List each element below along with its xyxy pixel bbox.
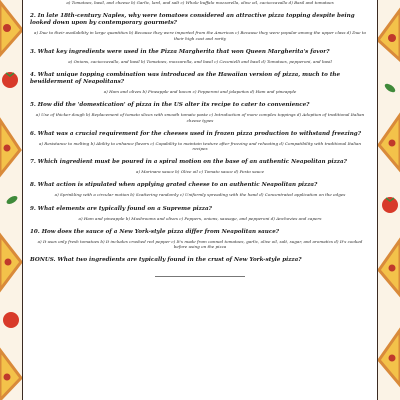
question-options: a) Ham and pineapple b) Mushrooms and olives c) Peppers, onions, sausage, and pepperoni d) Anchovies and capers xyxy=(78,215,322,221)
pizza-slice-icon xyxy=(379,240,400,295)
pizza-slice-icon xyxy=(0,120,20,175)
question-number: 3. xyxy=(30,48,36,55)
question-number: 5. xyxy=(30,101,36,108)
question-prompt: What action is stipulated when applying grated cheese to an authentic Neapolitan pizza? xyxy=(37,182,318,189)
question-number: 2. xyxy=(30,13,36,20)
question-options: a) Onions, cacioccavallo, and basil b) Tomatoes, mozzarella, and basil c) Cecenielli and basil d) Tomatoes, pepperoni, and basil xyxy=(68,58,332,64)
bonus-label: BONUS. xyxy=(30,257,56,264)
question-number: 8. xyxy=(30,182,36,189)
question-text xyxy=(30,159,370,166)
question-text xyxy=(30,102,370,109)
question-options: a) Sprinkling with a circular motion b) Scattering randomly c) Uniformly spreading with the hand d) Concentrated application on the edges xyxy=(54,192,346,198)
pizza-slice-icon xyxy=(379,115,400,170)
question-prompt: What was a crucial requirement for the cheeses used in frozen pizza production to withstand freezing? xyxy=(37,130,361,137)
answer-line xyxy=(155,276,245,277)
basil-leaf-icon xyxy=(383,82,396,94)
pizza-slice-icon xyxy=(378,10,400,60)
pizza-slice-icon xyxy=(379,330,400,385)
question-prompt: What unique topping combination was introduced as the Hawaiian version of pizza, much to the bewilderment of Neapolitans? xyxy=(30,71,341,85)
question-prompt: What key ingredients were used in the Pizza Margherita that won Queen Margherita's favor? xyxy=(37,48,330,55)
question-prompt: Which ingredient must be poured in a spiral motion on the base of an authentic Neapolitan pizza? xyxy=(37,159,347,166)
question-number: 9. xyxy=(30,205,36,212)
question-text xyxy=(30,229,370,236)
question-text xyxy=(30,182,370,189)
bonus-prompt: What two ingredients are typically found in the crust of New York-style pizza? xyxy=(57,257,302,264)
question-prompt: What elements are typically found on a Supreme pizza? xyxy=(37,205,212,212)
basil-leaf-icon xyxy=(5,194,18,205)
question-text xyxy=(30,131,370,138)
question-3 xyxy=(30,49,370,65)
question-options: a) Tomatoes, basil, and cheese b) Garlic, lard, and salt c) Whole buffalo mozzarella, olive oil, cacioccavallo d) Basil and tomatoes xyxy=(66,0,334,5)
question-options: a) Due to their availability in large quantities b) Because they were imported from the Americas c) Because they were popular among the upper class d) Due to their high cost and rarity xyxy=(34,30,366,41)
bonus-question xyxy=(30,257,370,277)
quiz-worksheet xyxy=(22,0,378,400)
bonus-question-text xyxy=(30,257,370,264)
question-9 xyxy=(30,206,370,222)
question-8 xyxy=(30,182,370,198)
question-number: 10. xyxy=(30,228,40,235)
question-prompt: How does the sauce of a New York-style pizza differ from Neapolitan sauce? xyxy=(41,228,280,235)
question-text xyxy=(30,49,370,56)
question-6 xyxy=(30,131,370,152)
question-text xyxy=(30,206,370,213)
question-2 xyxy=(30,13,370,41)
pizza-slice-icon xyxy=(0,235,21,290)
question-options: a) Use of thicker dough b) Replacement of tomato slices with smooth tomato paste c) Introduction of more complex toppings d) Adoption of traditional Italian cheese types xyxy=(35,111,365,123)
question-number: 7. xyxy=(30,159,36,166)
question-10 xyxy=(30,229,370,250)
question-options: a) Resistance to melting b) Ability to enhance flavors c) Capability to maintain texture after freezing and reheating d) Compatibility with traditional Italian recipes xyxy=(38,140,362,152)
tomato-icon xyxy=(382,197,398,213)
question-7 xyxy=(30,159,370,175)
pizza-slice-icon xyxy=(0,2,22,55)
question-5 xyxy=(30,102,370,123)
question-options: a) It uses only fresh tomatoes b) It includes crushed red pepper c) It's made from canned tomatoes, garlic, olive oil, salt, sugar, and aromatics d) It's cooked before using on the pizza xyxy=(37,238,363,250)
question-text xyxy=(30,72,370,86)
question-text xyxy=(30,13,370,27)
tomato-icon xyxy=(3,312,19,328)
question-4 xyxy=(30,72,370,95)
pizza-slice-icon xyxy=(0,350,21,400)
question-number: 6. xyxy=(30,130,36,137)
tomato-icon xyxy=(2,72,18,88)
question-1-fragment xyxy=(30,0,370,6)
question-number: 4. xyxy=(30,71,36,78)
question-options: a) Ham and olives b) Pineapple and bacon c) Pepperoni and jalapeños d) Ham and pineapple xyxy=(103,88,297,94)
question-prompt: In late 18th-century Naples, why were tomatoes considered an attractive pizza topping despite being looked down upon by contemporary gourmets? xyxy=(30,13,355,27)
question-options: a) Marinara sauce b) Olive oil c) Tomato sauce d) Pesto sauce xyxy=(135,169,265,175)
question-prompt: How did the 'domestication' of pizza in the US alter its recipe to cater to convenience? xyxy=(37,101,310,108)
